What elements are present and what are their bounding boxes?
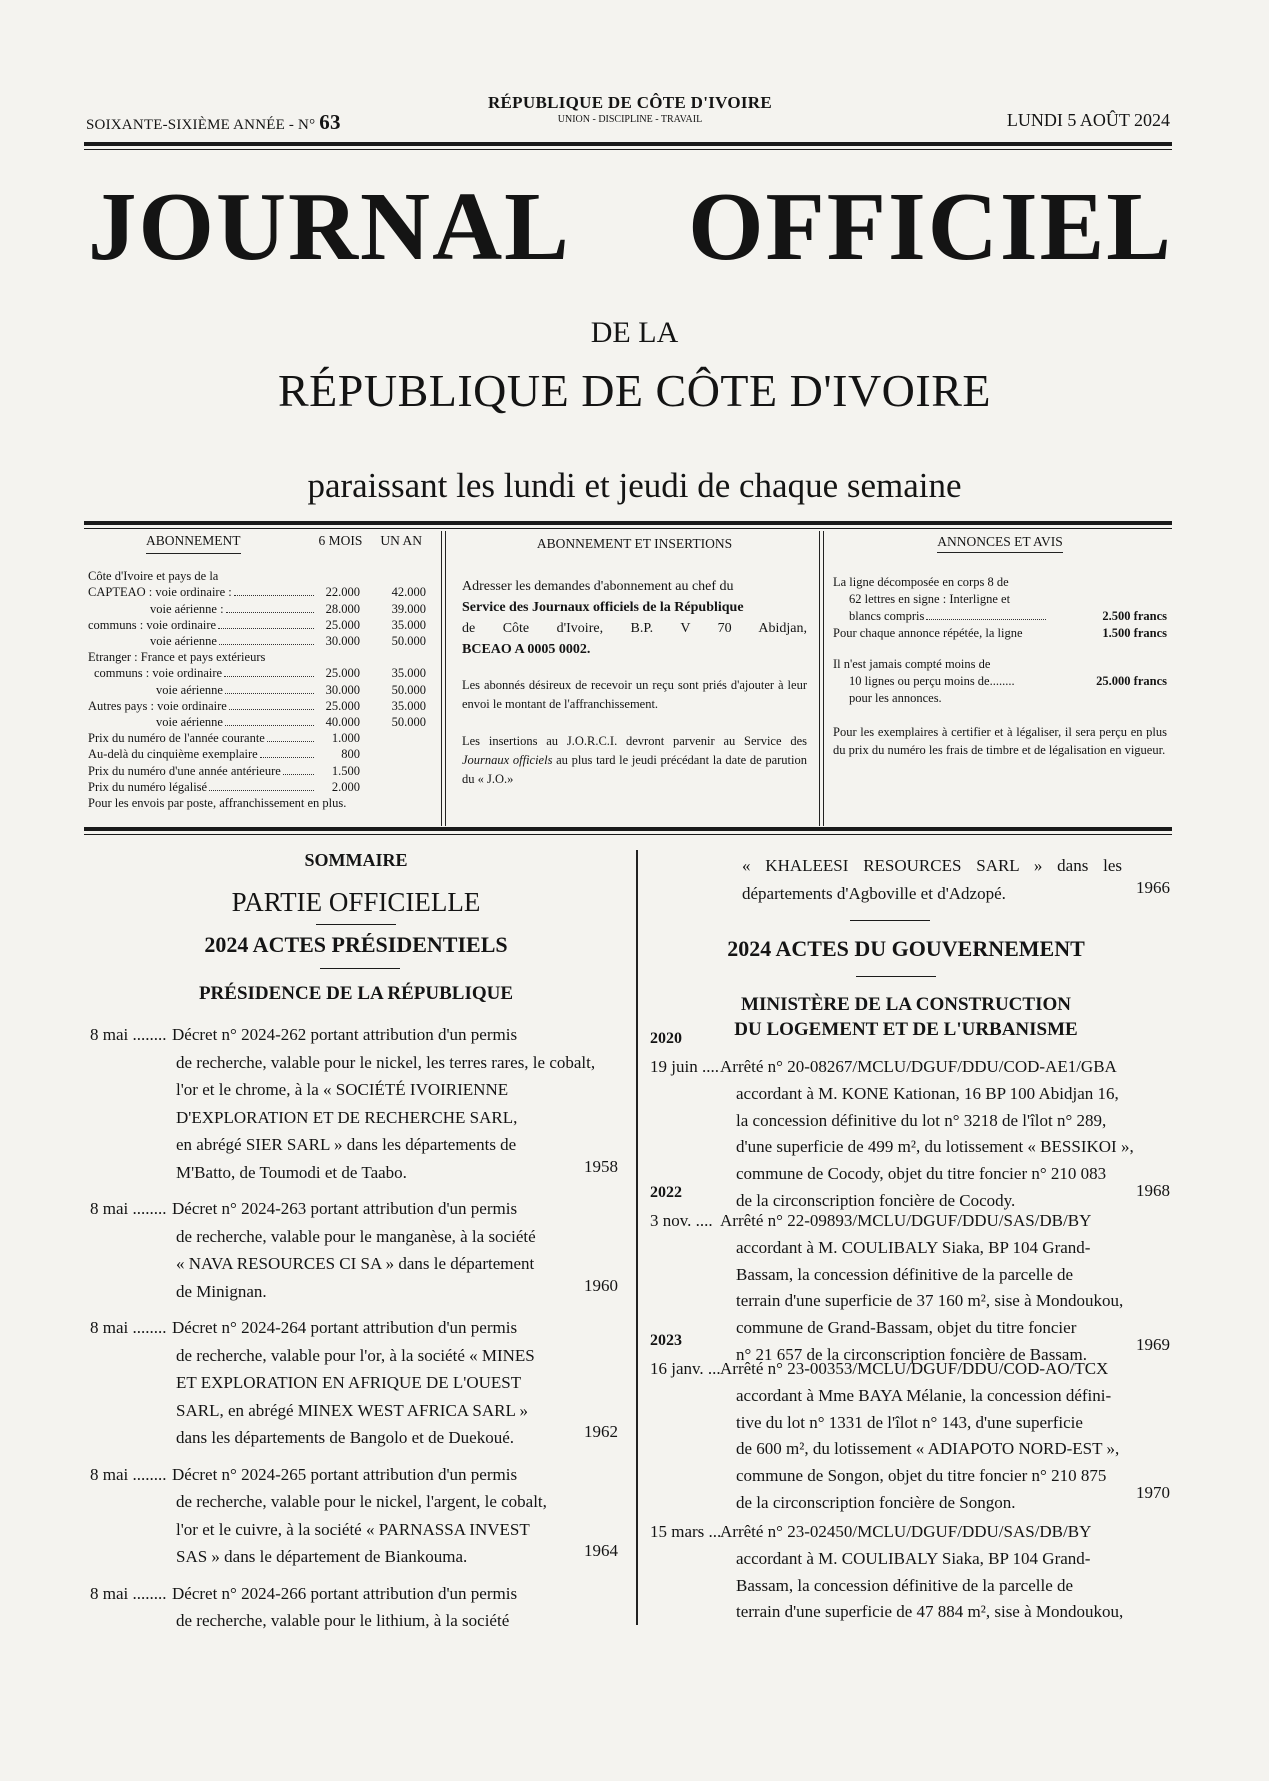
act-text <box>172 1461 560 1571</box>
postal-note: Pour les envois par poste, affranchissement en plus. <box>88 796 347 811</box>
presidential-act <box>90 1314 630 1452</box>
act-line: accordant à M. COULIBALY Siaka, BP 104 Grand- <box>736 1237 1091 1257</box>
rate-row <box>88 649 426 665</box>
infobox-top-rule <box>84 521 1172 525</box>
act-text <box>172 1021 596 1186</box>
insertions-p3c: au plus tard le jeudi précédant la date de parution du « J.O.» <box>462 753 808 786</box>
act-line: Arrêté n° 22-09893/MCLU/DGUF/DDU/SAS/DB/BY <box>720 1211 1092 1230</box>
act-line: dans les départements de Bangolo et de Duekoué. <box>176 1428 515 1447</box>
act-text <box>720 1054 1134 1215</box>
act-line: de la circonscription foncière de Songon. <box>736 1492 1016 1512</box>
act-page: 1964 <box>584 1541 618 1560</box>
price-row <box>88 746 426 762</box>
masthead-word-journal: JOURNAL <box>88 173 571 280</box>
act-line: Décret n° 2024-262 portant attribution d'un permis <box>172 1025 518 1044</box>
dot-leader <box>267 741 314 742</box>
act-text <box>722 1519 1122 1626</box>
price-label <box>88 763 315 779</box>
ann-l1: La ligne décomposée en corps 8 de <box>833 575 1009 589</box>
ministry-line-1: MINISTÈRE DE LA CONSTRUCTION <box>741 994 1071 1015</box>
price-label-text: Prix du numéro légalisé <box>88 779 208 794</box>
continued-line-1: « KHALEESI RESOURCES SARL » dans les <box>742 856 1122 875</box>
rate-6-months: 25.000 <box>325 617 360 632</box>
rate-row <box>88 698 426 714</box>
insertions-p2: Les abonnés désireux de recevoir un reçu sont priés d'ajouter à leur envoi le montant de l'affranchissement. <box>462 678 807 711</box>
continued-page: 1966 <box>1136 878 1170 897</box>
act-line: Décret n° 2024-266 portant attribution d'un permis <box>172 1583 518 1603</box>
act-line: l'or et le cuivre, à la société « PARNASSA INVEST <box>176 1519 530 1539</box>
price-value: 1.000 <box>331 731 360 746</box>
rate-1-year: 50.000 <box>391 682 426 697</box>
header-rule-thin <box>84 149 1172 150</box>
rate-6-months: 40.000 <box>325 715 360 730</box>
ann-l4: Pour chaque annonce répétée, la ligne <box>833 626 1023 640</box>
act-line: Arrêté n° 23-02450/MCLU/DGUF/DDU/SAS/DB/BY <box>720 1522 1092 1541</box>
rate-row <box>88 682 426 698</box>
motto: UNION - DISCIPLINE - TRAVAIL <box>557 114 703 125</box>
act-line: de Minignan. <box>176 1281 267 1301</box>
act-line: Arrêté n° 23-00353/MCLU/DGUF/DDU/COD-AO/TCX <box>720 1359 1109 1378</box>
insertions-p3b: Journaux officiels <box>462 753 553 767</box>
ann-l3: blancs compris <box>849 609 925 623</box>
act-date: 3 nov. .... <box>650 1211 713 1230</box>
rate-1-year: 50.000 <box>391 634 426 649</box>
dot-leader <box>225 725 314 726</box>
republic-header <box>440 93 820 125</box>
rate-row <box>88 714 426 730</box>
act-line: de 600 m², du lotissement « ADIAPOTO NORD-EST », <box>736 1439 1120 1459</box>
rate-label-text: communs : voie ordinaire <box>94 666 223 681</box>
rate-label <box>88 698 315 714</box>
year-issue: SOIXANTE-SIXIÈME ANNÉE - N° <box>86 117 316 133</box>
act-line: Arrêté n° 20-08267/MCLU/DGUF/DDU/COD-AE1/GBA <box>720 1057 1117 1076</box>
rate-row <box>88 633 426 649</box>
summary-column-divider <box>636 850 638 1625</box>
rate-label <box>88 617 315 633</box>
government-act <box>650 1356 1170 1517</box>
rate-6-months: 28.000 <box>325 601 360 616</box>
rate-1-year: 35.000 <box>391 617 426 632</box>
act-line: de recherche, valable pour le manganèse, à la société <box>176 1226 536 1246</box>
rate-label-text: voie aérienne <box>150 634 217 649</box>
price-row <box>88 779 426 795</box>
act-text <box>172 1314 560 1452</box>
act-text <box>722 1208 1122 1369</box>
masthead-word-officiel: OFFICIEL <box>688 173 1173 280</box>
act-line: en abrégé SIER SARL » dans les départements de <box>176 1135 517 1154</box>
act-line: de recherche, valable pour l'or, à la société « MINES <box>176 1345 535 1365</box>
act-line: SAS » dans le département de Biankouma. <box>176 1547 468 1566</box>
subscription-rates <box>88 533 426 811</box>
act-line: n° 21 657 de la circonscription foncière de Bassam. <box>736 1344 1087 1364</box>
act-date: 8 mai ........ <box>90 1025 167 1044</box>
act-line: Décret n° 2024-263 portant attribution d'un permis <box>172 1199 518 1218</box>
rate-6-months: 25.000 <box>325 698 360 713</box>
masthead-republic: RÉPUBLIQUE DE CÔTE D'IVOIRE <box>277 365 991 416</box>
rate-label <box>88 633 315 649</box>
ann-l5: Il n'est jamais compté moins de <box>833 657 991 671</box>
act-line: tive du lot n° 1331 de l'îlot n° 143, d'une superficie <box>736 1412 1083 1432</box>
masthead-title <box>88 173 1173 280</box>
rate-row <box>88 584 426 600</box>
rate-rows <box>88 584 426 730</box>
government-act <box>650 1054 1170 1215</box>
republic-name: RÉPUBLIQUE DE CÔTE D'IVOIRE <box>487 93 773 112</box>
act-line: D'EXPLORATION ET DE RECHERCHE SARL, <box>176 1107 518 1127</box>
price-label <box>88 746 315 762</box>
insertions-head: ABONNEMENT ET INSERTIONS <box>536 536 733 551</box>
masthead-de-la: DE LA <box>590 316 679 349</box>
ann-l6: 10 lignes ou perçu moins de........ <box>849 674 1015 688</box>
act-line: l'or et le chrome, à la « SOCIÉTÉ IVOIRIENNE <box>176 1080 509 1099</box>
insertions-p3a: Les insertions au J.O.R.C.I. devront parvenir au Service des <box>462 734 807 748</box>
rate-1-year: 35.000 <box>391 698 426 713</box>
price-label-text: Au-delà du cinquième exemplaire <box>88 747 258 762</box>
price-row <box>88 730 426 746</box>
rate-6-months: 30.000 <box>325 682 360 697</box>
dot-leader <box>234 595 314 596</box>
price-value: 2.000 <box>331 779 360 794</box>
rate-1-year: 39.000 <box>391 601 426 616</box>
ann-l6-price: 25.000 francs <box>1096 674 1167 688</box>
insertions-p1a: Adresser les demandes d'abonnement au chef du <box>462 579 734 594</box>
dot-leader <box>218 628 314 629</box>
rate-label <box>88 649 315 665</box>
rate-label <box>88 584 315 600</box>
price-value: 1.500 <box>331 763 360 778</box>
dot-leader <box>229 709 314 710</box>
continued-entry <box>742 852 1122 907</box>
act-date: 8 mai ........ <box>90 1583 167 1603</box>
act-date: 19 juin .... <box>650 1057 719 1076</box>
subscription-head: ABONNEMENT <box>146 533 241 554</box>
ann-l4-price: 1.500 francs <box>1102 626 1167 640</box>
act-line: commune de Cocody, objet du titre foncier n° 210 083 <box>736 1164 1107 1184</box>
act-line: terrain d'une superficie de 47 884 m², sise à Mondoukou, <box>736 1602 1124 1622</box>
act-line: accordant à M. KONE Kationan, 16 BP 100 Abidjan 16, <box>736 1083 1119 1103</box>
section-government-underline <box>856 976 936 977</box>
insertions-p3 <box>462 732 807 789</box>
rate-label-text: Autres pays : voie ordinaire <box>88 698 227 713</box>
act-page: 1960 <box>584 1275 618 1295</box>
rate-row <box>88 617 426 633</box>
rate-label <box>88 601 315 617</box>
act-page: 1962 <box>584 1422 618 1441</box>
price-row <box>88 763 426 779</box>
rate-label-text: CAPTEAO : voie ordinaire : <box>88 585 232 600</box>
rate-label <box>88 682 315 698</box>
dot-leader <box>209 790 314 791</box>
header-rule <box>84 142 1172 146</box>
rate-label-text: voie aérienne : <box>150 601 224 616</box>
rate-1-year: 35.000 <box>391 666 426 681</box>
insertions-p1b: Service des Journaux officiels de la République <box>462 600 744 615</box>
rate-label-text: voie aérienne <box>156 682 223 697</box>
infobox-divider-2b <box>823 531 824 826</box>
act-line: M'Batto, de Toumodi et de Taabo. <box>176 1162 407 1182</box>
price-rows <box>88 730 426 795</box>
ann-l3-price: 2.500 francs <box>1102 609 1167 623</box>
dot-leader <box>260 757 314 758</box>
region-label: Côte d'Ivoire et pays de la <box>88 569 219 584</box>
insertions-p1d: BCEAO A 0005 0002. <box>462 642 591 657</box>
rate-6-months: 30.000 <box>325 634 360 649</box>
act-line: accordant à Mme BAYA Mélanie, la concession défini- <box>736 1385 1112 1405</box>
act-line: Bassam, la concession définitive de la parcelle de <box>736 1264 1074 1284</box>
act-line: Décret n° 2024-264 portant attribution d'un permis <box>172 1318 518 1337</box>
rate-6-months: 22.000 <box>325 585 360 600</box>
act-text <box>722 1356 1122 1517</box>
act-line: SARL, en abrégé MINEX WEST AFRICA SARL » <box>176 1400 528 1420</box>
announcements-head: ANNONCES ET AVIS <box>937 534 1063 553</box>
act-text <box>172 1195 560 1305</box>
price-label-text: Prix du numéro d'une année antérieure <box>88 763 281 778</box>
government-act <box>650 1208 1170 1369</box>
section-presidential: 2024 ACTES PRÉSIDENTIELS <box>204 932 508 957</box>
presidential-act <box>90 1021 630 1186</box>
infobox-divider-2 <box>819 531 820 826</box>
insertions-p1c: de Côte d'Ivoire, B.P. V 70 Abidjan, <box>462 621 807 636</box>
act-page: 1970 <box>1136 1483 1170 1502</box>
dot-leader <box>219 644 314 645</box>
rate-row <box>88 601 426 617</box>
act-line: de recherche, valable pour le lithium, à la société <box>176 1611 510 1630</box>
ministry-presidency: PRÉSIDENCE DE LA RÉPUBLIQUE <box>198 983 514 1004</box>
act-text <box>172 1580 560 1635</box>
act-page: 1968 <box>1136 1181 1170 1200</box>
infobox-divider-1 <box>441 531 442 826</box>
dot-leader <box>224 676 314 677</box>
act-date: 15 mars ... <box>650 1522 722 1541</box>
act-date: 8 mai ........ <box>90 1199 167 1218</box>
presidential-act <box>90 1195 630 1305</box>
ann-note: Pour les exemplaires à certifier et à légaliser, il sera perçu en plus du prix du numéro les frais de timbre et de légalisation en vigueur. <box>833 725 1167 757</box>
government-act <box>650 1519 1150 1626</box>
partie-officielle: PARTIE OFFICIELLE <box>231 887 481 917</box>
act-line: de la circonscription foncière de Cocody. <box>736 1190 1016 1210</box>
partie-underline <box>316 924 396 925</box>
continued-line-2: départements d'Agboville et d'Adzopé. <box>742 883 1006 903</box>
insertions-info <box>462 533 807 789</box>
act-line: accordant à M. COULIBALY Siaka, BP 104 Grand- <box>736 1548 1091 1568</box>
ann-l7: pour les annonces. <box>849 691 942 705</box>
rate-label <box>88 714 315 730</box>
price-value: 800 <box>341 747 360 762</box>
rate-6-months: 25.000 <box>325 666 360 681</box>
col-6-months: 6 MOIS <box>318 533 363 548</box>
dot-leader <box>225 693 314 694</box>
issue-line <box>86 110 341 135</box>
summary-title: SOMMAIRE <box>304 850 408 870</box>
act-line: de recherche, valable pour le nickel, les terres rares, le cobalt, <box>176 1052 596 1072</box>
act-line: ET EXPLORATION EN AFRIQUE DE L'OUEST <box>176 1373 522 1392</box>
act-line: commune de Songon, objet du titre foncier n° 210 875 <box>736 1466 1107 1486</box>
rate-label <box>88 665 315 681</box>
act-date: 8 mai ........ <box>90 1464 167 1484</box>
infobox-bottom-rule-thin <box>84 834 1172 835</box>
act-line: « NAVA RESOURCES CI SA » dans le département <box>176 1254 535 1273</box>
infobox-top-rule-thin <box>84 528 1172 529</box>
act-page: 1958 <box>584 1156 618 1176</box>
infobox-bottom-rule <box>84 827 1172 831</box>
price-label-text: Prix du numéro de l'année courante <box>88 731 265 746</box>
rate-label-text: Etranger : France et pays extérieurs <box>88 650 266 665</box>
rate-1-year: 50.000 <box>391 715 426 730</box>
publication-frequency: paraissant les lundi et jeudi de chaque semaine <box>307 466 962 505</box>
act-date: 8 mai ........ <box>90 1318 167 1337</box>
infobox-divider-1b <box>445 531 446 826</box>
price-label <box>88 779 315 795</box>
rate-label-text: voie aérienne <box>156 715 223 730</box>
continued-underline <box>850 920 930 921</box>
ministry-line-2: DU LOGEMENT ET DE L'URBANISME <box>734 1019 1078 1040</box>
dot-leader <box>283 774 314 775</box>
presidential-act <box>90 1580 630 1635</box>
act-year: 2020 <box>650 1030 682 1047</box>
act-line: d'une superficie de 499 m², du lotissement « BESSIKOI », <box>736 1137 1134 1157</box>
act-line: Bassam, la concession définitive de la parcelle de <box>736 1575 1074 1595</box>
issue-number: 63 <box>319 110 341 134</box>
act-line: terrain d'une superficie de 37 160 m², sise à Mondoukou, <box>736 1291 1124 1311</box>
act-line: commune de Grand-Bassam, objet du titre foncier <box>736 1318 1077 1338</box>
announcements-info <box>833 533 1167 759</box>
act-page: 1969 <box>1136 1335 1170 1354</box>
act-line: Décret n° 2024-265 portant attribution d'un permis <box>172 1464 518 1484</box>
rate-label-text: communs : voie ordinaire <box>88 617 217 632</box>
presidential-act <box>90 1461 630 1571</box>
act-line: la concession définitive du lot n° 3218 de l'îlot n° 289, <box>736 1110 1107 1130</box>
ann-l2: 62 lettres en signe : Interligne et <box>849 592 1011 606</box>
col-1-year: UN AN <box>380 533 422 548</box>
ministry-construction <box>656 992 1156 1042</box>
section-presidential-underline <box>320 968 400 969</box>
issue-date: LUNDI 5 AOÛT 2024 <box>1006 110 1170 130</box>
act-date: 16 janv. ... <box>650 1359 721 1378</box>
rate-1-year: 42.000 <box>391 585 426 600</box>
rate-row <box>88 665 426 681</box>
section-government: 2024 ACTES DU GOUVERNEMENT <box>727 936 1085 961</box>
act-year: 2022 <box>650 1184 682 1201</box>
dot-leader <box>226 612 314 613</box>
price-label <box>88 730 315 746</box>
act-year: 2023 <box>650 1332 682 1349</box>
act-line: de recherche, valable pour le nickel, l'argent, le cobalt, <box>176 1492 547 1511</box>
